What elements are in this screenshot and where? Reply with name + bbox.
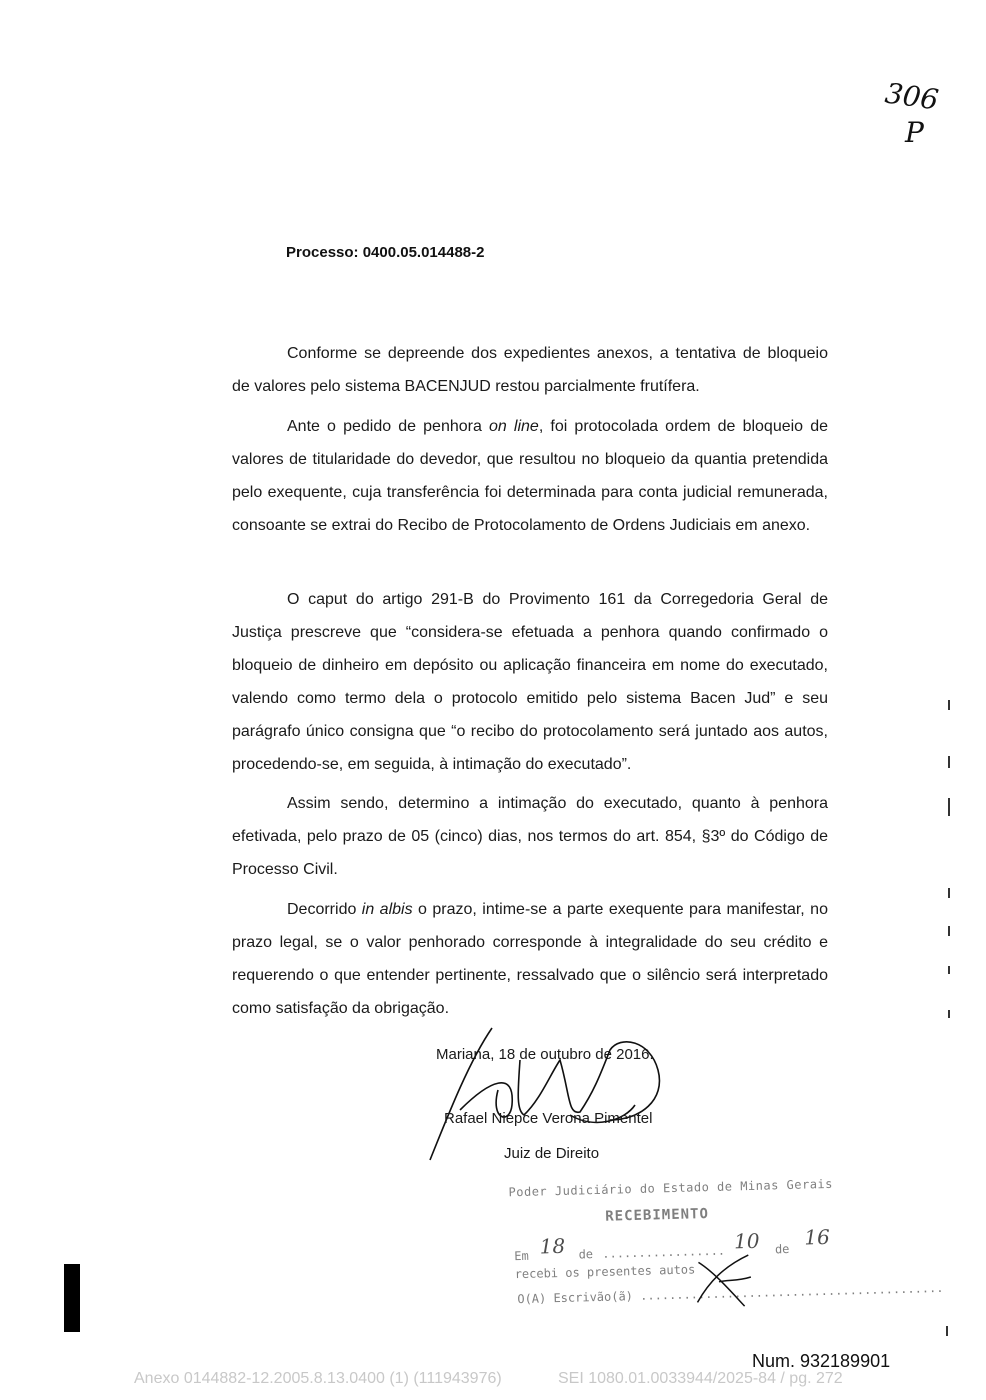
margin-mark [946, 1326, 948, 1336]
margin-mark [948, 888, 950, 898]
margin-mark [948, 966, 950, 974]
paragraph-2-emphasis: on line [489, 418, 539, 435]
margin-mark [948, 1010, 950, 1018]
paragraph-2 [232, 410, 828, 542]
stamp-received-text: recebi os presentes autos [514, 1262, 696, 1282]
annex-footer: Anexo 0144882-12.2005.8.13.0400 (1) (111943976) [134, 1370, 502, 1387]
paragraph-3-text: O caput do artigo 291-B do Provimento 161 da Corregedoria Geral de Justiça prescreve que “considera-se efetuada a penhora quando confirmado o bloqueio de dinheiro em depósito ou aplicação financeira em nome do executado, valendo como termo dela o protocolo emitido pelo sistema Bacen Jud” e seu parágrafo único consigna que “o recibo do protocolamento será juntado aos autos, procedendo-se, em seguida, à intimação do executado”. [232, 591, 828, 773]
paragraph-2-text [232, 410, 828, 542]
stamp-em-label: Em [514, 1248, 529, 1264]
stamp-month: 10 [733, 1228, 760, 1254]
stamp-title: RECEBIMENTO [605, 1206, 710, 1225]
paragraph-1-text: Conforme se depreende dos expedientes anexos, a tentativa de bloqueio de valores pelo sistema BACENJUD restou parcialmente frutífera. [232, 345, 828, 395]
judge-name: Rafael Niepce Verona Pimentel [444, 1110, 653, 1127]
stamp-clerk-label: O(A) Escrivão(ã) [517, 1289, 634, 1307]
process-number: Processo: 0400.05.014488-2 [286, 244, 485, 261]
paragraph-5-text [232, 893, 828, 1025]
margin-mark [948, 700, 950, 710]
paragraph-3 [232, 583, 828, 781]
margin-mark [948, 756, 950, 768]
margin-mark [948, 798, 950, 816]
receipt-stamp [506, 1171, 944, 1320]
clerk-initials [688, 1251, 760, 1313]
paragraph-5-emphasis: in albis [361, 901, 413, 918]
paragraph-5 [232, 893, 828, 1025]
stamp-de-1: de [578, 1247, 594, 1262]
place-and-date: Mariana, 18 de outubro de 2016. [436, 1046, 654, 1063]
handwritten-initial: P [905, 116, 924, 149]
paragraph-5-lead: Decorrido [287, 901, 362, 918]
stamp-year: 16 [804, 1224, 831, 1250]
black-margin-bar [64, 1264, 80, 1332]
stamp-court-name: Poder Judiciário do Estado de Minas Gerais [508, 1176, 834, 1200]
stamp-de-2: de [774, 1241, 790, 1257]
document-number: Num. 932189901 [752, 1351, 891, 1371]
stamp-clerk-line: O(A) Escrivão(ã) .......................................... [517, 1280, 944, 1307]
judge-title: Juiz de Direito [504, 1145, 600, 1162]
paragraph-2-rest: , foi protocolada ordem de bloqueio de valores de titularidade do devedor, que resultou no bloqueio da quantia pretendida pelo exequente, cuja transferência foi determinada para conta judicial remunerada, consoante se extrai do Recibo de Protocolamento de Ordens Judiciais em anexo. [232, 418, 828, 534]
sei-footer: SEI 1080.01.0033944/2025-84 / pg. 272 [558, 1370, 843, 1387]
handwritten-page-number: 306 [882, 76, 941, 117]
margin-mark [948, 926, 950, 936]
paragraph-4-text: Assim sendo, determino a intimação do executado, quanto à penhora efetivada, pelo prazo de 05 (cinco) dias, nos termos do art. 854, §3º do Código de Processo Civil. [232, 795, 828, 878]
paragraph-4 [232, 787, 828, 886]
paragraph-2-lead: Ante o pedido de penhora [287, 418, 489, 435]
paragraph-5-rest: o prazo, intime-se a parte exequente para manifestar, no prazo legal, se o valor penhorado corresponde à integralidade do seu crédito e requerendo o que entender pertinente, ressalvado que o silêncio será interpretado como satisfação da obrigação. [232, 901, 828, 1017]
stamp-date-line: Em 18 de ................. 10 de 16 [514, 1224, 831, 1264]
stamp-day: 18 [539, 1233, 566, 1259]
paragraph-1 [232, 337, 828, 403]
